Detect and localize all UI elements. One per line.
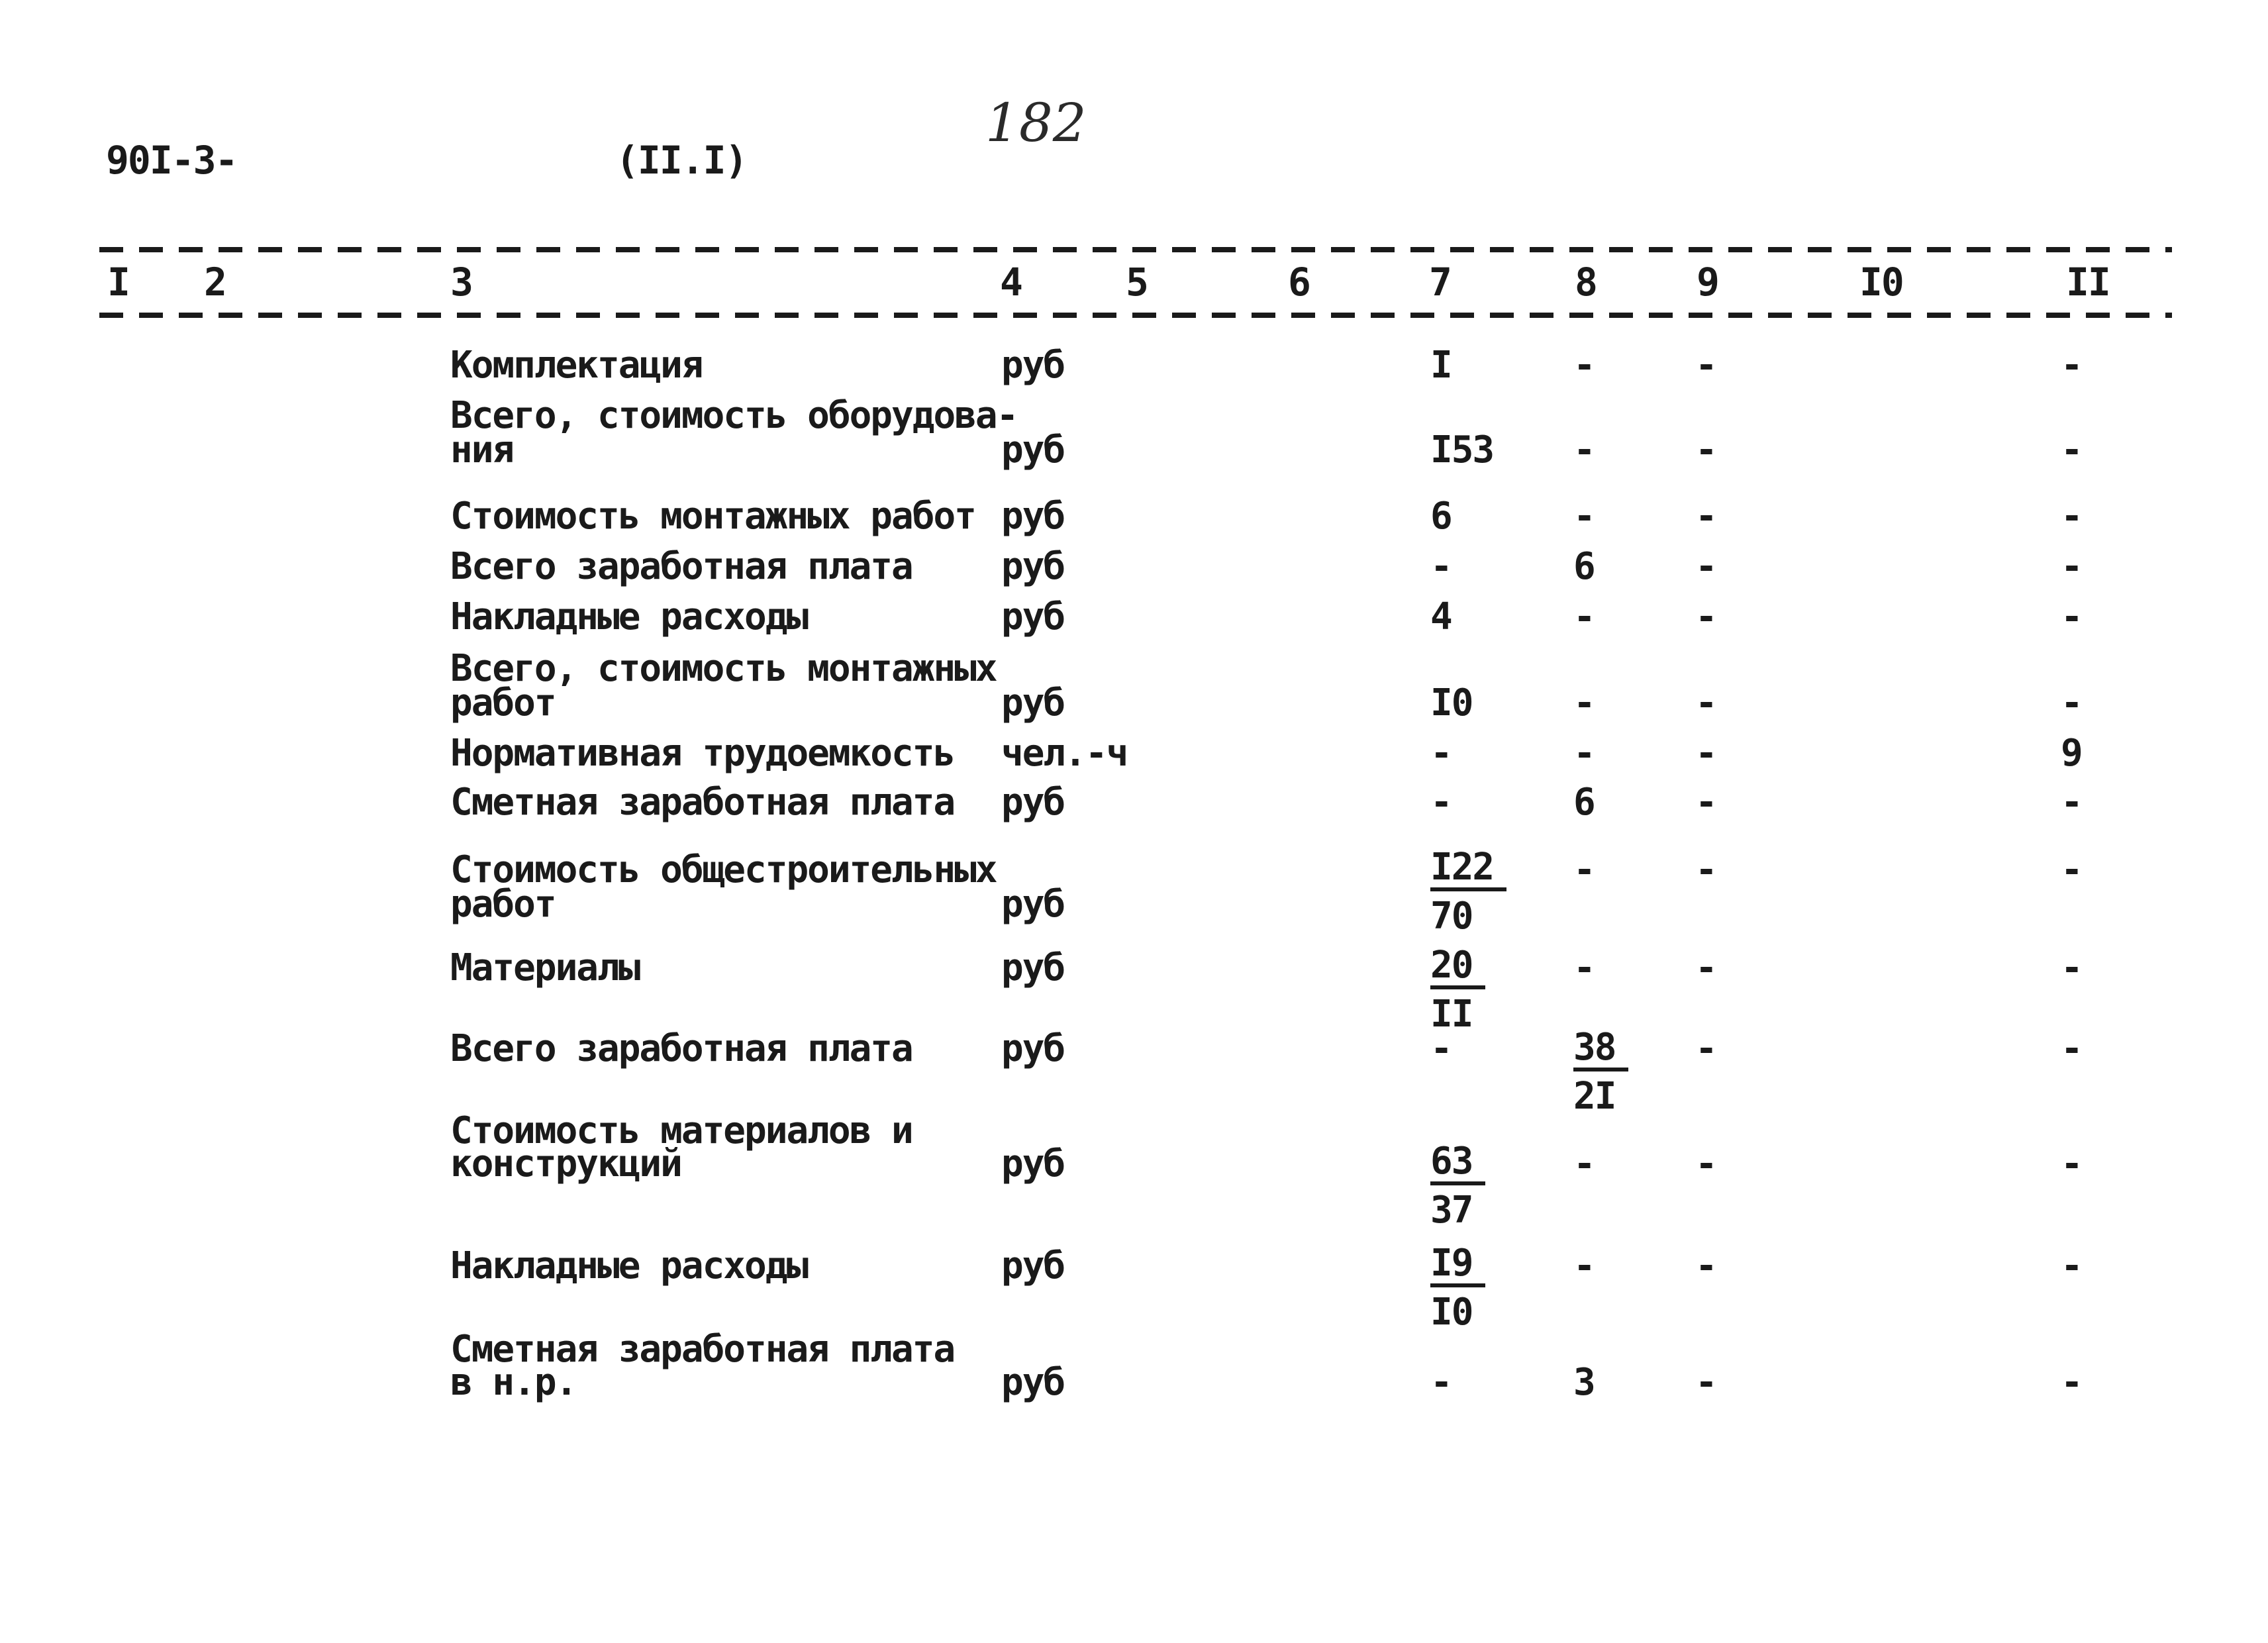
row-name: Всего, стоимость монтажных: [450, 647, 997, 690]
cell-col7: -: [1430, 545, 1452, 588]
cell-col9: -: [1695, 781, 1716, 824]
cell-col7: -: [1430, 1361, 1452, 1404]
cell-col11: -: [2061, 1027, 2082, 1070]
fraction-numerator: 20: [1430, 947, 1485, 989]
section-number: (II.I): [616, 138, 747, 183]
row-unit: руб: [1001, 681, 1065, 724]
cell-col7: 4: [1430, 595, 1452, 638]
cell-col8: -: [1573, 1142, 1595, 1185]
fraction-denominator: II: [1430, 993, 1473, 1036]
cell-col9: -: [1695, 595, 1716, 638]
row-unit: руб: [1001, 1142, 1065, 1185]
row-name-line2: в н.р.: [450, 1361, 577, 1404]
cell-col11: -: [2061, 1361, 2082, 1404]
row-unit: руб: [1001, 1027, 1065, 1070]
fraction-numerator: 63: [1430, 1143, 1485, 1185]
cell-col7-fraction: [1430, 1242, 1485, 1334]
row-name: Всего, стоимость оборудова-: [450, 394, 1018, 437]
table-header-top-rule: [99, 247, 2172, 252]
cell-col7-fraction: [1430, 1140, 1485, 1232]
fraction-numerator: 38: [1573, 1029, 1628, 1071]
fraction-denominator: 70: [1430, 895, 1473, 938]
cell-col8: -: [1573, 946, 1595, 989]
cell-col8: -: [1573, 344, 1595, 387]
cell-col8: -: [1573, 848, 1595, 891]
cell-col11: -: [2061, 344, 2082, 387]
column-header-3: 3: [450, 260, 472, 305]
cell-col11: -: [2061, 595, 2082, 638]
cell-col8: 6: [1573, 781, 1595, 824]
row-unit: руб: [1001, 883, 1065, 926]
cell-col11: -: [2061, 681, 2082, 724]
cell-col9: -: [1695, 732, 1716, 775]
row-unit: руб: [1001, 1361, 1065, 1404]
fraction-numerator: I22: [1430, 849, 1506, 891]
column-header-5: 5: [1126, 260, 1148, 305]
table-header-bottom-rule: [99, 313, 2172, 318]
column-header-8: 8: [1575, 260, 1597, 305]
column-header-4: 4: [1000, 260, 1022, 305]
row-name-line2: ния: [450, 428, 514, 472]
fraction-denominator: 2I: [1573, 1075, 1616, 1118]
cell-col8: -: [1573, 681, 1595, 724]
cell-col11: -: [2061, 495, 2082, 538]
cell-col8-fraction: [1573, 1026, 1628, 1118]
cell-col11: -: [2061, 946, 2082, 989]
row-unit: руб: [1001, 595, 1065, 638]
row-unit: руб: [1001, 495, 1065, 538]
cell-col7: I0: [1430, 681, 1473, 724]
row-unit: руб: [1001, 344, 1065, 387]
cell-col8: -: [1573, 495, 1595, 538]
cell-col7: -: [1430, 732, 1452, 775]
cell-col8: 6: [1573, 545, 1595, 588]
row-unit: руб: [1001, 781, 1065, 824]
cell-col11: -: [2061, 1142, 2082, 1185]
cell-col8: -: [1573, 428, 1595, 472]
row-unit: руб: [1001, 946, 1065, 989]
cell-col8: -: [1573, 1244, 1595, 1287]
fraction-denominator: 37: [1430, 1189, 1473, 1232]
cell-col7: I53: [1430, 428, 1494, 472]
fraction-denominator: I0: [1430, 1291, 1473, 1334]
cell-col9: -: [1695, 344, 1716, 387]
row-name-line2: конструкций: [450, 1142, 681, 1185]
cell-col9: -: [1695, 1361, 1716, 1404]
cell-col7-fraction: [1430, 944, 1485, 1036]
cell-col9: -: [1695, 681, 1716, 724]
cell-col7: I: [1430, 344, 1452, 387]
row-name: Стоимость монтажных работ: [450, 495, 975, 538]
row-name: Сметная заработная плата: [450, 781, 955, 824]
row-name: Стоимость общестроительных: [450, 848, 997, 891]
cell-col11: -: [2061, 545, 2082, 588]
row-name: Сметная заработная плата: [450, 1328, 955, 1371]
cell-col7: -: [1430, 781, 1452, 824]
cell-col9: -: [1695, 545, 1716, 588]
fraction-numerator: I9: [1430, 1245, 1485, 1287]
cell-col11: -: [2061, 428, 2082, 472]
cell-col7-fraction: [1430, 846, 1506, 938]
cell-col9: -: [1695, 1142, 1716, 1185]
row-name: Накладные расходы: [450, 1244, 808, 1287]
row-name-line2: работ: [450, 681, 556, 724]
cell-col8: 3: [1573, 1361, 1595, 1404]
column-header-7: 7: [1429, 260, 1451, 305]
cell-col9: -: [1695, 495, 1716, 538]
column-header-6: 6: [1288, 260, 1310, 305]
column-header-10: I0: [1859, 260, 1903, 305]
row-unit: чел.-ч: [1001, 732, 1128, 775]
cell-col9: -: [1695, 946, 1716, 989]
cell-col11: -: [2061, 1244, 2082, 1287]
cell-col11: 9: [2061, 732, 2082, 775]
cell-col8: -: [1573, 732, 1595, 775]
cell-col9: -: [1695, 428, 1716, 472]
row-unit: руб: [1001, 1244, 1065, 1287]
row-name: Комплектация: [450, 344, 703, 387]
document-code: 90I-3-: [106, 138, 237, 183]
column-header-1: I: [107, 260, 129, 305]
row-unit: руб: [1001, 545, 1065, 588]
cell-col11: -: [2061, 848, 2082, 891]
row-name: Всего заработная плата: [450, 545, 912, 588]
row-name: Материалы: [450, 946, 640, 989]
column-header-11: II: [2066, 260, 2110, 305]
cell-col11: -: [2061, 781, 2082, 824]
cell-col7: -: [1430, 1027, 1452, 1070]
cell-col9: -: [1695, 1244, 1716, 1287]
cell-col8: -: [1573, 595, 1595, 638]
cell-col9: -: [1695, 848, 1716, 891]
column-header-9: 9: [1697, 260, 1718, 305]
cell-col9: -: [1695, 1027, 1716, 1070]
handwritten-page-number: 182: [985, 92, 1087, 154]
row-name: Всего заработная плата: [450, 1027, 912, 1070]
row-name: Накладные расходы: [450, 595, 808, 638]
row-name: Стоимость материалов и: [450, 1109, 912, 1152]
row-unit: руб: [1001, 428, 1065, 472]
cell-col7: 6: [1430, 495, 1452, 538]
column-header-2: 2: [204, 260, 226, 305]
row-name: Нормативная трудоемкость: [450, 732, 955, 775]
row-name-line2: работ: [450, 883, 556, 926]
